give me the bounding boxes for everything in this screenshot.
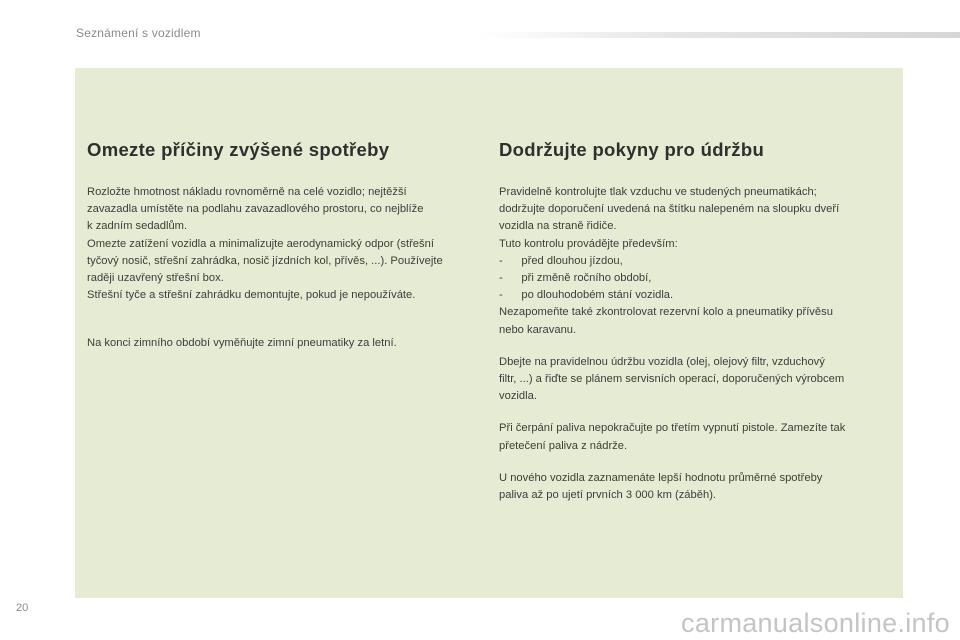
paragraph-servicing [499, 354, 891, 406]
text-line: vozidla. [499, 390, 537, 403]
text-line: tyčový nosič, střešní zahrádka, nosič jízdních kol, přívěs, ...). Používejte [87, 254, 443, 267]
paragraph-load-distribution [87, 184, 467, 304]
text-line: paliva až po ujetí prvních 3 000 km (záběh). [499, 489, 717, 502]
text-line: U nového vozidla zaznamenáte lepší hodnotu průměrné spotřeby [499, 471, 823, 484]
text-line: Dbejte na pravidelnou údržbu vozidla (olej, olejový filtr, vzduchový [499, 355, 825, 368]
text-line: Na konci zimního období vyměňujte zimní pneumatiky za letní. [87, 337, 397, 350]
text-line: Rozložte hmotnost nákladu rovnoměrně na celé vozidlo; nejtěžší [87, 186, 407, 198]
text-line: - při změně ročního období, [499, 272, 652, 285]
section-maintenance [499, 139, 891, 504]
paragraph-refuelling [499, 420, 891, 454]
paragraph-running-in [499, 470, 891, 504]
section-heading-maintenance: Dodržujte pokyny pro údržbu [499, 139, 765, 160]
paragraph-tyre-pressure [499, 184, 891, 339]
chapter-title: Seznámení s vozidlem [76, 26, 201, 40]
text-line: nebo karavanu. [499, 323, 577, 336]
text-line: Nezapomeňte také zkontrolovat rezervní kolo a pneumatiky přívěsu [499, 306, 833, 319]
text-line: k zadním sedadlům. [87, 220, 188, 233]
text-line: zavazadla umístěte na podlahu zavazadlového prostoru, co nejblíže [87, 203, 424, 216]
text-line: raději uzavřený střešní box. [87, 272, 224, 285]
text-line: Tuto kontrolu provádějte především: [499, 237, 678, 250]
page-number: 20 [16, 602, 29, 614]
text-line: filtr, ...) a řiďte se plánem servisních operací, doporučených výrobcem [499, 373, 845, 386]
text-line: přetečení paliva z nádrže. [499, 439, 628, 452]
text-line: dodržujte doporučení uvedená na štítku nalepeném na sloupku dveří [499, 203, 840, 216]
section-heading-fuel: Omezte příčiny zvýšené spotřeby [87, 139, 390, 160]
text-line: vozidla na straně řidiče. [499, 220, 617, 233]
header-divider [480, 32, 960, 38]
text-line: Střešní tyče a střešní zahrádku demontujte, pokud je nepoužíváte. [87, 289, 416, 302]
text-line: - před dlouhou jízdou, [499, 254, 623, 267]
text-line: Pravidelně kontrolujte tlak vzduchu ve studených pneumatikách; [499, 186, 817, 198]
text-line: Při čerpání paliva nepokračujte po třetím vypnutí pistole. Zamezíte tak [499, 422, 846, 435]
paragraph-winter-tyres [87, 335, 467, 352]
content-panel [75, 68, 903, 598]
text-line: - po dlouhodobém stání vozidla. [499, 289, 674, 302]
text-line: Omezte zatížení vozidla a minimalizujte aerodynamický odpor (střešní [87, 237, 434, 250]
section-fuel-consumption [87, 139, 467, 353]
watermark-text: carmanualsonline.info [681, 608, 950, 638]
